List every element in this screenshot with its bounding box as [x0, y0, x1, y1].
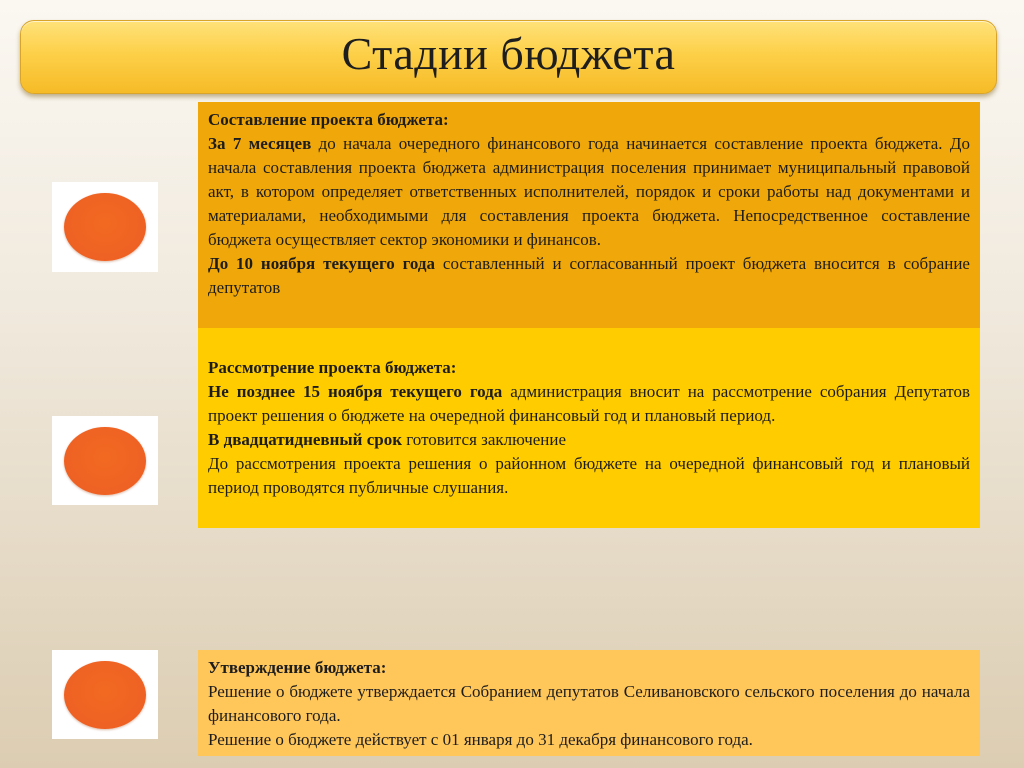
stage-text: администрация вносит на рассмотрение собрания Депутатов проект решения о бюджете на очередной финансовый год и плановый период. — [208, 382, 970, 425]
stage-heading: Составление проекта бюджета: — [208, 110, 449, 129]
stage-paragraph — [208, 252, 970, 300]
slide-title: Стадии бюджета — [341, 28, 676, 79]
title-banner — [20, 20, 997, 94]
stage-paragraph — [208, 428, 970, 452]
stage-paragraph: До рассмотрения проекта решения о районном бюджете на очередной финансовый год и плановый период проводятся публичные слушания. — [208, 454, 970, 497]
stage-panel-review — [198, 328, 980, 528]
stage-paragraph: Решение о бюджете утверждается Собранием депутатов Селивановского сельского поселения до начала финансового года. — [208, 682, 970, 725]
orange-circle-icon — [64, 661, 146, 729]
stage-deadline: Не позднее 15 ноября текущего года — [208, 382, 503, 401]
stage-paragraph: Решение о бюджете действует с 01 января до 31 декабря финансового года. — [208, 730, 753, 749]
orange-circle-icon — [64, 193, 146, 261]
stage-paragraph — [208, 132, 970, 252]
orange-circle-icon — [64, 427, 146, 495]
stage-panel-compile — [198, 102, 980, 328]
stage-deadline: В двадцатидневный срок — [208, 430, 402, 449]
stage-heading: Рассмотрение проекта бюджета: — [208, 358, 457, 377]
stage-heading: Утверждение бюджета: — [208, 658, 387, 677]
stage-marker-3 — [52, 650, 158, 739]
stage-marker-2 — [52, 416, 158, 505]
stage-text: готовится заключение — [402, 430, 567, 449]
stage-paragraph — [208, 380, 970, 428]
stage-text: до начала очередного финансового года начинается составление проекта бюджета. До начала составления проекта бюджета администрация поселения принимает муниципальный правовой акт, в котором определяет ответственных исполнителей, порядок и сроки работы над документами и материалами, необходимыми для составления проекта бюджета. Непосредственное составление бюджета осуществляет сектор экономики и финансов. — [208, 134, 971, 249]
stage-marker-1 — [52, 182, 158, 272]
stage-deadline: За 7 месяцев — [208, 134, 312, 153]
stage-text: составленный и согласованный проект бюджета вносится в собрание депутатов — [208, 254, 970, 297]
stage-panel-approval — [198, 650, 980, 756]
stage-deadline: До 10 ноября текущего года — [208, 254, 436, 273]
